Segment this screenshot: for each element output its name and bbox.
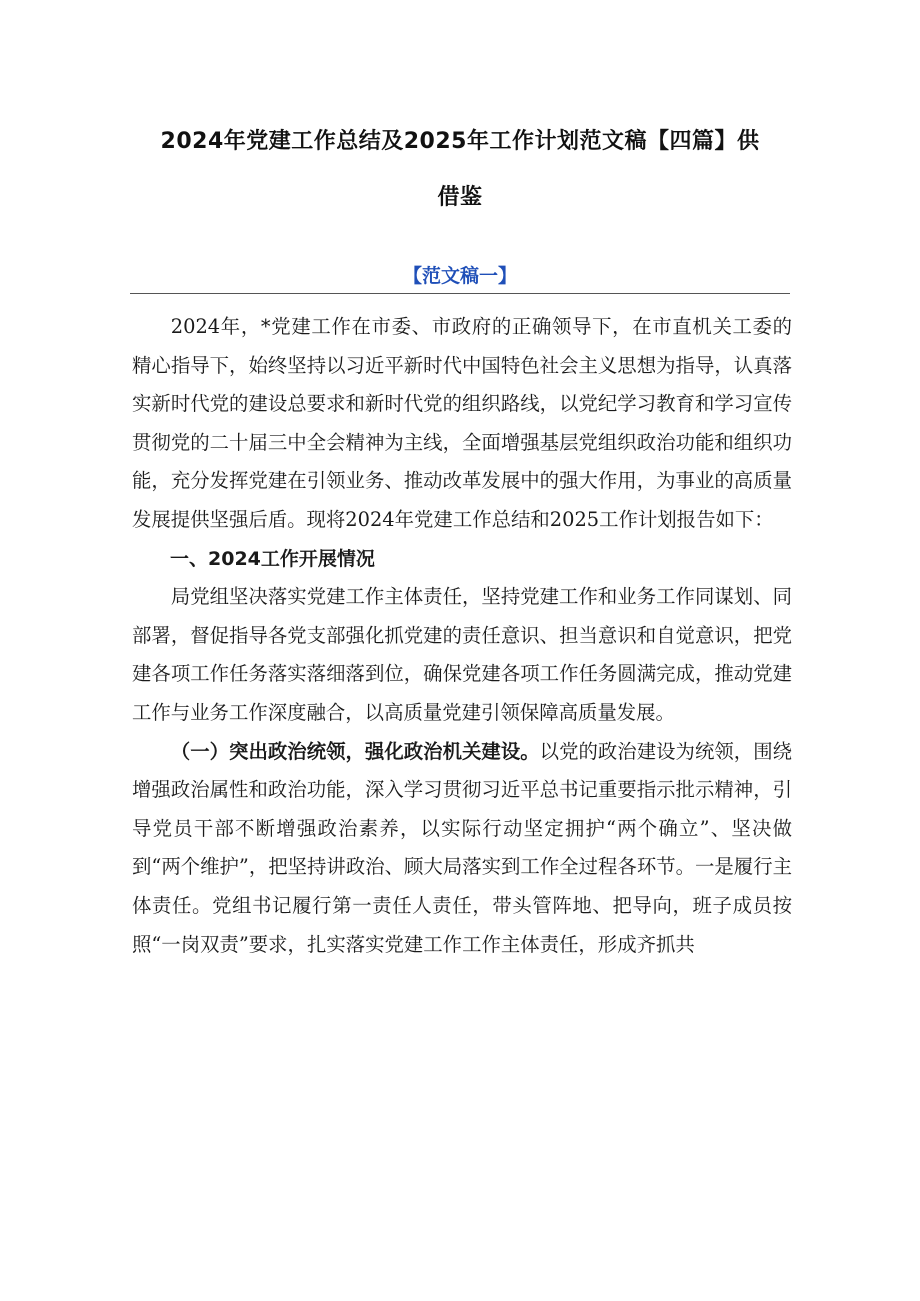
body-paragraph-with-lead	[132, 733, 792, 965]
section-label: 【范文稿一】	[402, 265, 517, 287]
sub-heading: （一）突出政治统领，强化政治机关建设。	[170, 739, 540, 763]
intro-paragraph: 2024年，*党建工作在市委、市政府的正确领导下，在市直机关工委的精心指导下，始终坚持以习近平新时代中国特色社会主义思想为指导，认真落实新时代党的建设总要求和新时代党的组织路线，以党纪学习教育和学习宣传贯彻党的二十届三中全会精神为主线，全面增强基层党组织政治功能和组织功能，充分发挥党建在引领业务、推动改革发展中的强大作用，为事业的高质量发展提供坚强后盾。现将2024年党建工作总结和2025工作计划报告如下：	[132, 315, 792, 531]
body-paragraph: 局党组坚决落实党建工作主体责任，坚持党建工作和业务工作同谋划、同部署，督促指导各党支部强化抓党建的责任意识、担当意识和自觉意识，把党建各项工作任务落实落细落到位，确保党建各项工作任务圆满完成，推动党建工作与业务工作深度融合，以高质量党建引领保障高质量发展。	[132, 585, 792, 724]
document-body	[132, 308, 792, 964]
section-heading: 一、2024工作开展情况	[170, 547, 375, 570]
document-title: 2024年党建工作总结及2025年工作计划范文稿【四篇】供借鉴	[160, 129, 760, 210]
section-divider	[130, 293, 790, 294]
sub-paragraph-text: 以党的政治建设为统领，围绕增强政治属性和政治功能，深入学习贯彻习近平总书记重要指示批示精神，引导党员干部不断增强政治素养，以实际行动坚定拥护“两个确立”、坚决做到“两个维护”，把坚持讲政治、顾大局落实到工作全过程各环节。一是履行主体责任。党组书记履行第一责任人责任，带头管阵地、把导向，班子成员按照“一岗双责”要求，扎实落实党建工作工作主体责任，形成齐抓共	[132, 739, 793, 956]
